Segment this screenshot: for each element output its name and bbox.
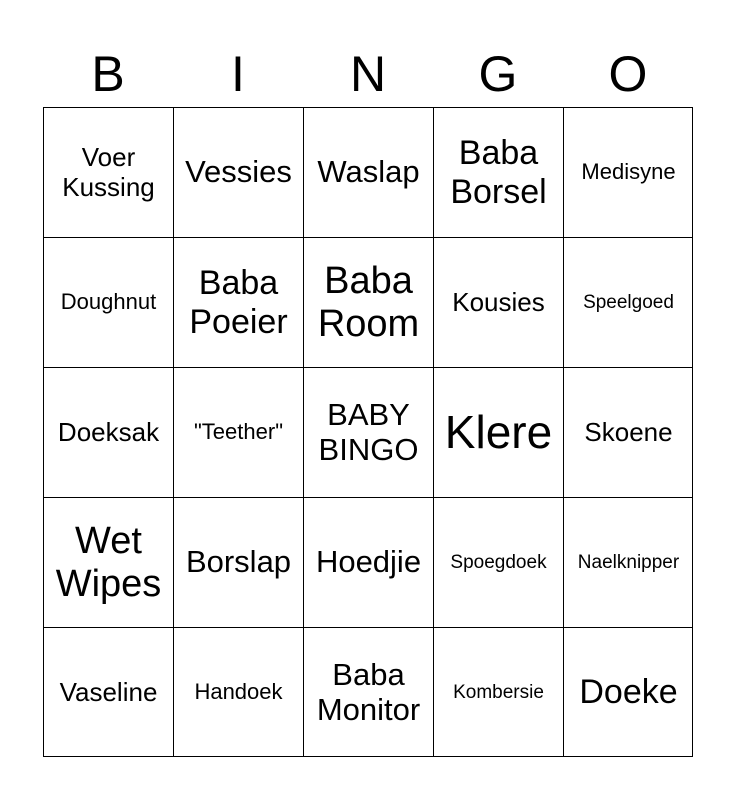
bingo-header: [43, 40, 693, 108]
bingo-cell[interactable]: Baba Room: [303, 237, 433, 367]
header-letter-i: I: [231, 46, 245, 102]
header-letter-b: B: [91, 46, 125, 102]
bingo-cell[interactable]: Waslap: [303, 107, 433, 237]
bingo-cell[interactable]: Spoegdoek: [433, 497, 563, 627]
bingo-cell[interactable]: Borslap: [173, 497, 303, 627]
bingo-cell[interactable]: Voer Kussing: [43, 107, 173, 237]
header-letter-n: N: [349, 46, 387, 102]
bingo-cell[interactable]: Skoene: [563, 367, 693, 497]
bingo-cell[interactable]: "Teether": [173, 367, 303, 497]
bingo-cell[interactable]: Baba Poeier: [173, 237, 303, 367]
header-letter-g: G: [478, 46, 518, 102]
bingo-board: [43, 107, 693, 757]
bingo-cell[interactable]: Handoek: [173, 627, 303, 757]
bingo-cell[interactable]: Kousies: [433, 237, 563, 367]
bingo-cell[interactable]: Speelgoed: [563, 237, 693, 367]
header-letter-o: O: [608, 46, 648, 102]
bingo-cell[interactable]: Wet Wipes: [43, 497, 173, 627]
free-space-cell[interactable]: BABY BINGO: [303, 367, 433, 497]
bingo-cell[interactable]: Vessies: [173, 107, 303, 237]
bingo-cell[interactable]: Medisyne: [563, 107, 693, 237]
bingo-cell[interactable]: Kombersie: [433, 627, 563, 757]
bingo-cell[interactable]: Naelknipper: [563, 497, 693, 627]
bingo-cell[interactable]: Baba Borsel: [433, 107, 563, 237]
bingo-cell[interactable]: Vaseline: [43, 627, 173, 757]
bingo-cell[interactable]: Klere: [433, 367, 563, 497]
bingo-cell[interactable]: Hoedjie: [303, 497, 433, 627]
bingo-cell[interactable]: Baba Monitor: [303, 627, 433, 757]
bingo-cell[interactable]: Doughnut: [43, 237, 173, 367]
bingo-cell[interactable]: Doeksak: [43, 367, 173, 497]
bingo-cell[interactable]: Doeke: [563, 627, 693, 757]
